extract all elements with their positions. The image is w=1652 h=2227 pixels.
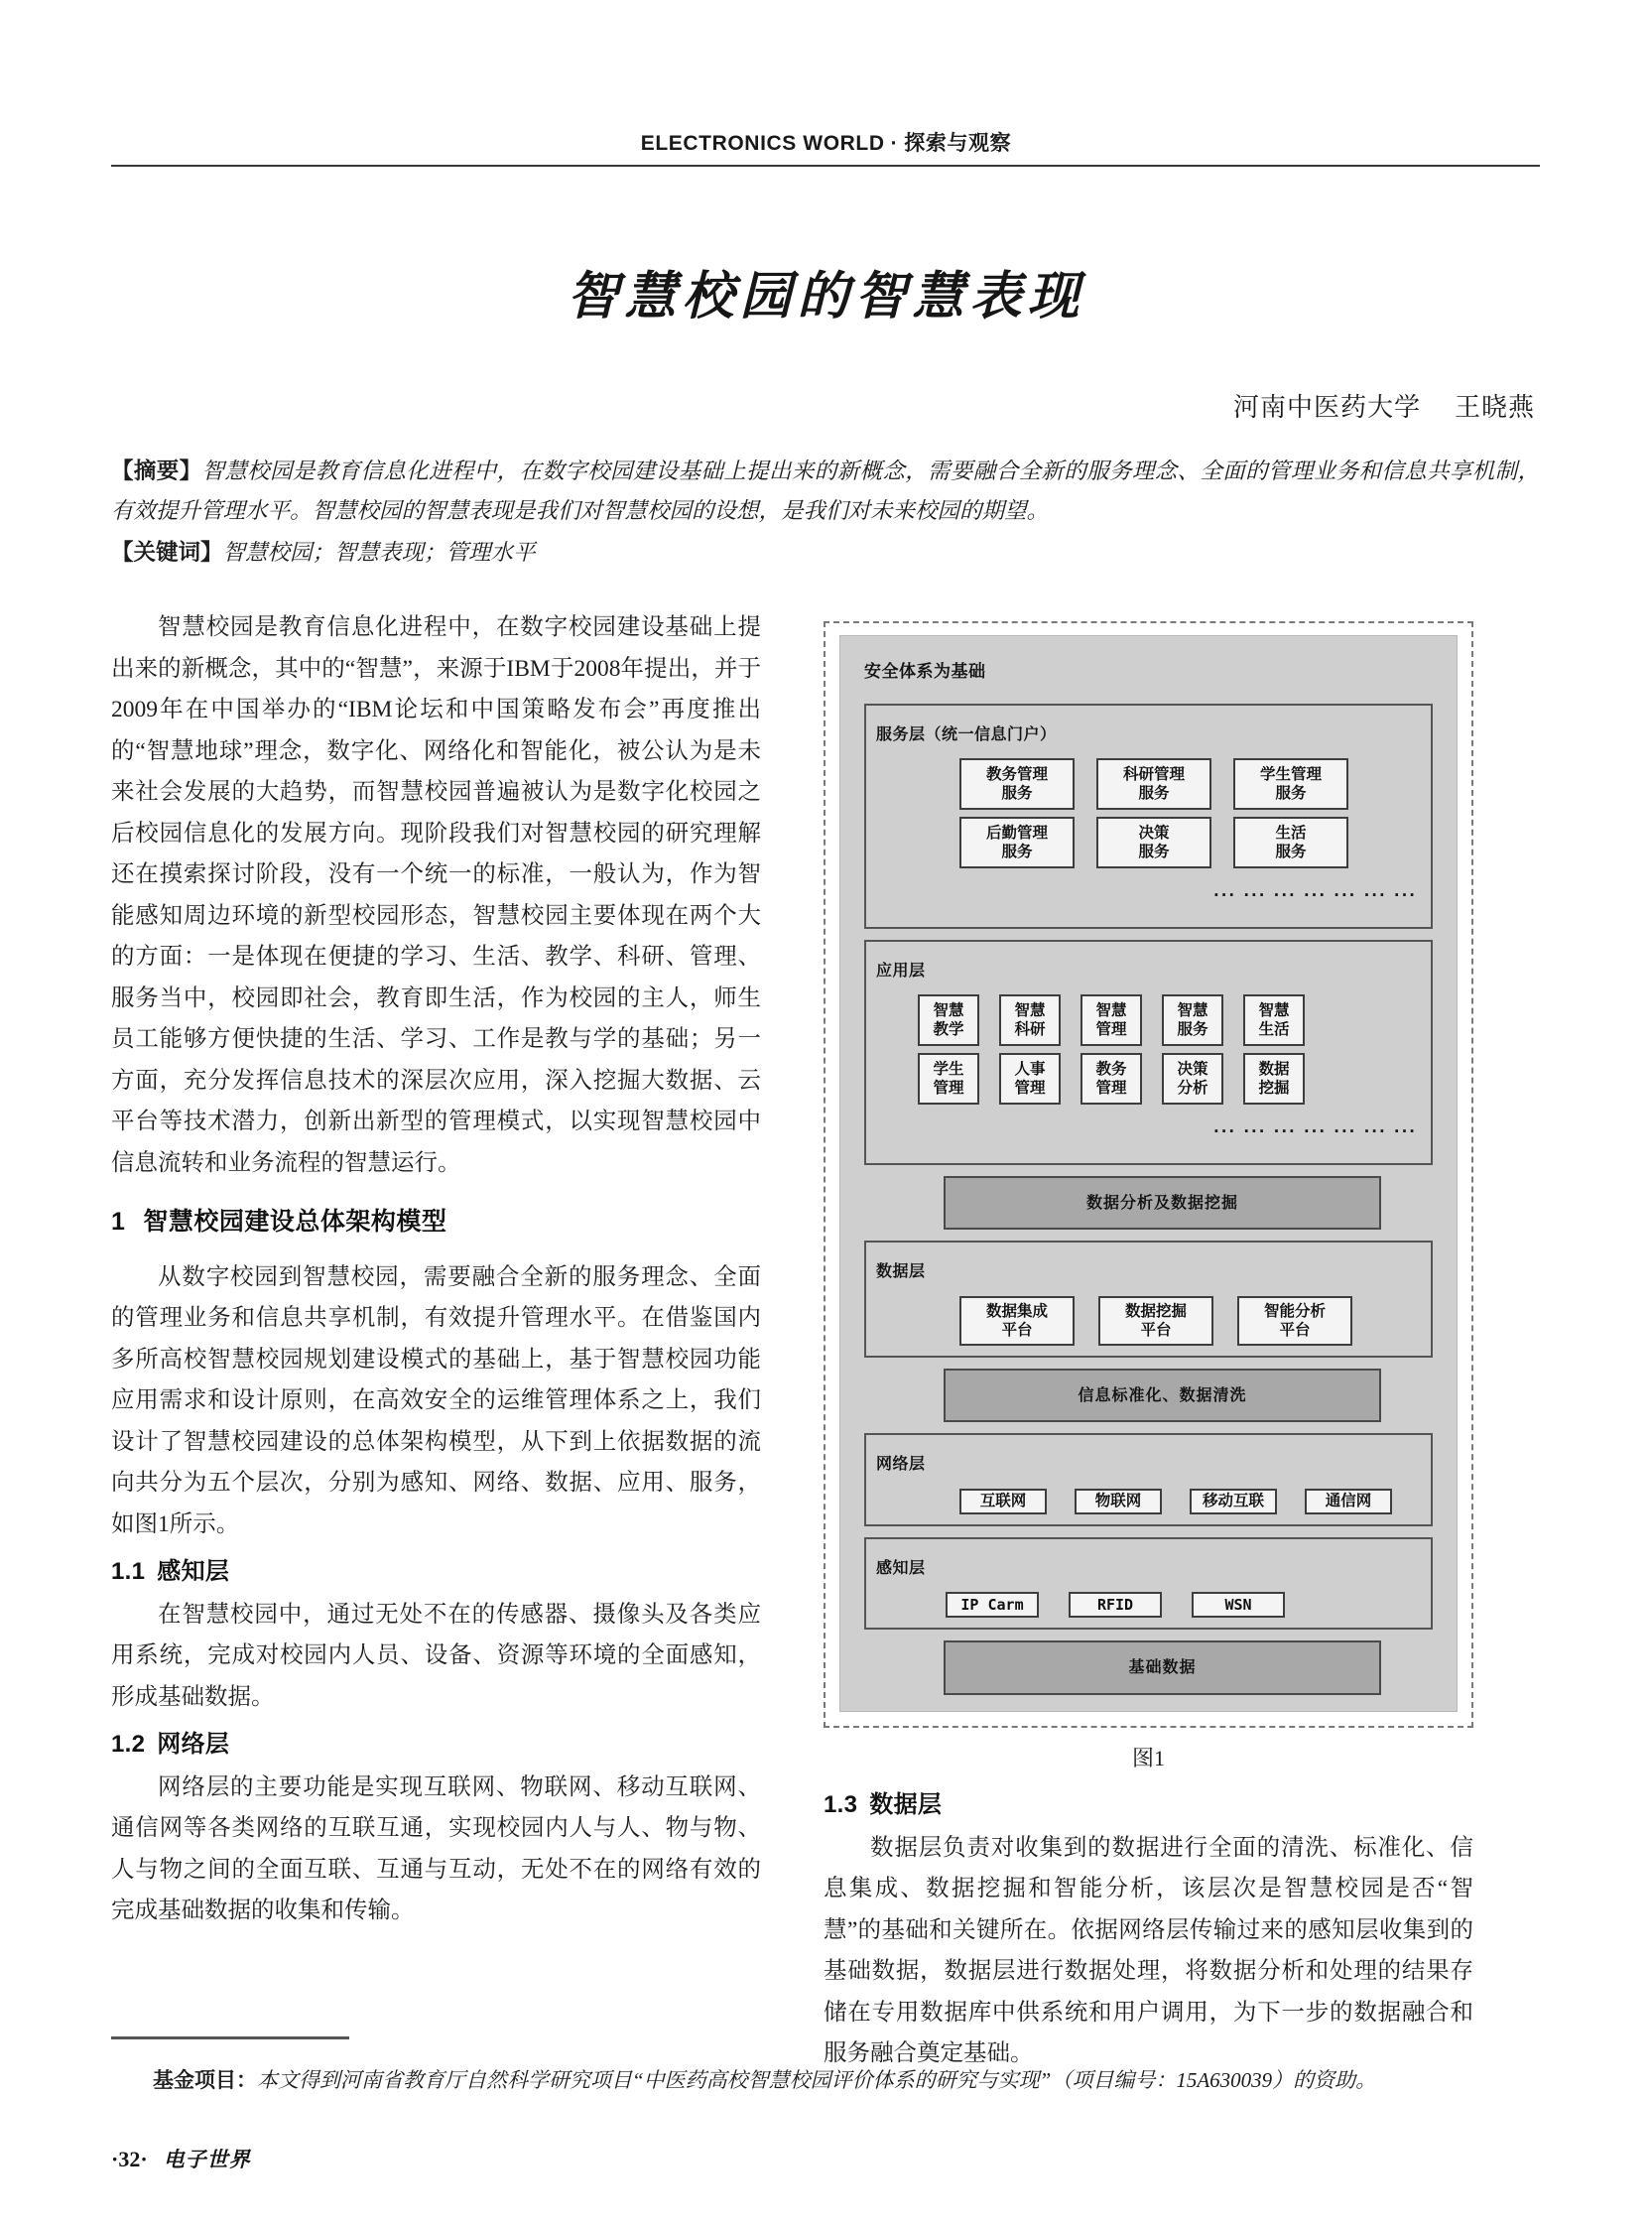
node-zhineng-fenxi-pingtai: [1237, 1296, 1352, 1346]
node-row: [959, 1489, 1421, 1514]
node-zhihui-guanli: [1080, 994, 1142, 1046]
intro-paragraph: 智慧校园是教育信息化进程中，在数字校园建设基础上提出来的新概念，其中的“智慧”，来源于IBM于2008年提出，并于2009年在中国举办的“IBM论坛和中国策略发布会”再度推出的“智慧地球”理念，数字化、网络化和智能化，被公认为是未来社会发展的大趋势，而智慧校园普遍被认为是数字化校园之后校园信息化的发展方向。现阶段我们对智慧校园的研究理解还在摸索探讨阶段，没有一个统一的标准，一般认为，作为智能感知周边环境的新型校园形态，智慧校园主要体现在两个大的方面：一是体现在便捷的学习、生活、教学、科研、管理、服务当中，校园即社会，教育即生活，作为校园的主人，师生员工能够方便快捷的生活、学习、工作是教与学的基础；另一方面，充分发挥信息技术的深层次应用，深入挖掘大数据、云平台等技术潜力，创新出新型的管理模式，以实现智慧校园中信息流转和业务流程的智慧运行。: [111, 614, 761, 1176]
node-line2: 分析: [1177, 1079, 1208, 1097]
node-line1: 互联网: [979, 1492, 1027, 1509]
node-shuju-wajue-pingtai: [1098, 1296, 1213, 1346]
node-line1: 智慧: [1177, 1001, 1208, 1019]
node-row: [959, 758, 1421, 810]
bar-standardization: 信息标准化、数据清洗: [944, 1369, 1381, 1423]
node-zhihui-jiaoxue: [918, 994, 979, 1046]
architecture-diagram: [839, 635, 1458, 1712]
layer-data: [864, 1241, 1433, 1358]
node-line1: 智慧: [1095, 1001, 1127, 1019]
abstract-label: 【摘要】: [111, 458, 202, 483]
running-head-journal: ELECTRONICS WORLD: [640, 132, 885, 155]
layer-service-label: 服务层（统一信息门户）: [876, 723, 1057, 743]
node-line1: 智慧: [1258, 1001, 1290, 1019]
subsection-title-1-1: 感知层: [157, 1558, 230, 1585]
node-zhihui-keyan: [999, 994, 1061, 1046]
running-head-rule: [111, 165, 1540, 167]
footnote: [111, 2062, 1543, 2099]
node-line2: 平台: [1279, 1320, 1311, 1339]
node-line1: 智能分析: [1263, 1301, 1326, 1320]
node-jiaowu-guanli-fuwu: [959, 758, 1075, 810]
subsection-number-1-1: 1.1: [111, 1558, 146, 1585]
footnote-label: 基金项目：: [153, 2068, 257, 2092]
node-yidong-hulian: [1190, 1489, 1277, 1514]
node-line1: 智慧: [933, 1001, 964, 1019]
node-line1: 后勤管理: [985, 824, 1048, 842]
node-line1: 生活: [1275, 824, 1307, 842]
node-line2: 挖掘: [1258, 1079, 1290, 1097]
layer-perception: [864, 1537, 1433, 1631]
architecture-title: 安全体系为基础: [864, 662, 986, 682]
node-renshi-guanli: [999, 1053, 1061, 1105]
figure-caption: 图1: [1131, 1745, 1165, 1770]
section1-paragraph: 从数字校园到智慧校园，需要融合全新的服务理念、全面的管理业务和信息共享机制，有效提升管理水平。在借鉴国内多所高校智慧校园规划建设模式的基础上，基于智慧校园功能应用需求和设计原则，在高效安全的运维管理体系之上，我们设计了智慧校园建设的总体架构模型，从下到上依据数据的流向共分为五个层次，分别为感知、网络、数据、应用、服务，如图1所示。: [111, 1263, 761, 1537]
keywords-label: 【关键词】: [111, 540, 223, 565]
node-ip-carm: [946, 1592, 1039, 1618]
node-line2: 服务: [1138, 843, 1170, 860]
node-line2: 生活: [1258, 1020, 1290, 1038]
node-line1: 学生: [933, 1060, 964, 1078]
author-name: 王晓燕: [1454, 393, 1535, 422]
node-line1: 数据: [1258, 1060, 1290, 1078]
footnote-text: 本文得到河南省教育厅自然科学研究项目“中医药高校智慧校园评价体系的研究与实现”（项目编号：15A630039）的资助。: [257, 2068, 1377, 2092]
node-line2: 服务: [1001, 784, 1033, 802]
subsection1-3-paragraph: 数据层负责对收集到的数据进行全面的清洗、标准化、信息集成、数据挖掘和智能分析，该层次是智慧校园是否“智慧”的基础和关键所在。依据网络层传输过来的感知层收集到的基础数据，数据层进行数据处理，将数据分析和处理的结果存储在专用数据库中供系统和用户调用，为下一步的数据融合和服务融合奠定基础。: [824, 1834, 1473, 2066]
node-wsn: [1192, 1592, 1285, 1618]
node-zhihui-fuwu: [1162, 994, 1223, 1046]
abstract-text: 智慧校园是教育信息化进程中，在数字校园建设基础上提出来的新概念，需要融合全新的服务理念、全面的管理业务和信息共享机制，有效提升管理水平。智慧校园的智慧表现是我们对智慧校园的设想，是我们对未来校园的期望。: [111, 458, 1540, 523]
node-row: [918, 994, 1421, 1046]
node-line1: 人事: [1014, 1060, 1046, 1078]
node-line1: 决策: [1177, 1060, 1208, 1078]
node-jiaowu-guanli: [1080, 1053, 1142, 1105]
node-xuesheng-guanli-fuwu: [1233, 758, 1348, 810]
subsection-title-1-3: 数据层: [869, 1791, 943, 1818]
abstract-block: [111, 452, 1540, 573]
node-tongxinwang: [1305, 1489, 1392, 1514]
node-line1: 学生管理: [1259, 765, 1322, 783]
node-row: [946, 1592, 1421, 1618]
ellipsis-dots: ··· ··· ··· ··· ··· ··· ···: [1213, 1122, 1417, 1140]
subsection1-2-paragraph: 网络层的主要功能是实现互联网、物联网、移动互联网、通信网等各类网络的互联互通，实现校园内人与人、物与物、人与物之间的全面互联、互通与互动，无处不在的网络有效的完成基础数据的收集和传输。: [111, 1773, 761, 1923]
node-line1: 数据集成: [985, 1301, 1048, 1320]
layer-network: [864, 1433, 1433, 1526]
author-line: [1233, 387, 1535, 424]
node-line2: 管理: [933, 1079, 964, 1097]
node-juece-fuwu: [1096, 817, 1211, 868]
node-line1: 科研管理: [1122, 765, 1185, 783]
page-footer: [111, 2144, 251, 2173]
body-column-right: [824, 607, 1473, 2075]
layer-application: [864, 940, 1433, 1165]
node-xuesheng-guanli: [918, 1053, 979, 1105]
figure-frame: [824, 621, 1473, 1728]
bar-data-analysis: 数据分析及数据挖掘: [944, 1176, 1381, 1231]
subsection-heading-1-2: [111, 1724, 761, 1766]
node-zhihui-shenghuo: [1243, 994, 1305, 1046]
node-line1: 数据挖掘: [1124, 1301, 1187, 1320]
node-shenghuo-fuwu: [1233, 817, 1348, 868]
node-row: [918, 1053, 1421, 1105]
node-shuju-wajue: [1243, 1053, 1305, 1105]
node-line1: 教务: [1095, 1060, 1127, 1078]
keywords-text: 智慧校园；智慧表现；管理水平: [222, 540, 536, 565]
node-line2: 服务: [1275, 843, 1307, 860]
node-hulianwang: [959, 1489, 1047, 1514]
keywords-paragraph: [111, 533, 1540, 573]
node-line2: 科研: [1014, 1020, 1046, 1038]
node-juece-fenxi: [1162, 1053, 1223, 1105]
node-row: [959, 1296, 1421, 1346]
node-line2: 管理: [1014, 1079, 1046, 1097]
node-line2: 服务: [1138, 784, 1170, 802]
node-line1: RFID: [1096, 1595, 1134, 1614]
page-title: 智慧校园的智慧表现: [567, 267, 1085, 327]
node-wulianwang: [1075, 1489, 1162, 1514]
subsection-heading-1-3: [824, 1784, 1473, 1826]
node-rfid: [1069, 1592, 1162, 1618]
running-head-section: 探索与观察: [904, 132, 1012, 155]
running-head: [109, 127, 1543, 157]
node-row: [959, 817, 1421, 868]
node-shuju-jicheng-pingtai: [959, 1296, 1075, 1346]
author-affiliation: 河南中医药大学: [1232, 393, 1421, 422]
node-line1: 移动互联: [1202, 1492, 1264, 1509]
node-line1: 决策: [1138, 824, 1170, 842]
layer-service: [864, 704, 1433, 929]
section-number-1: 1: [111, 1208, 126, 1236]
subsection-number-1-2: 1.2: [111, 1731, 146, 1758]
section-title-1: 智慧校园建设总体架构模型: [143, 1208, 447, 1236]
subsection-title-1-2: 网络层: [157, 1731, 230, 1758]
running-head-separator: ·: [890, 132, 899, 155]
node-line1: 教务管理: [985, 765, 1048, 783]
layer-application-label: 应用层: [876, 960, 926, 980]
node-houqin-guanli-fuwu: [959, 817, 1075, 868]
layer-data-label: 数据层: [876, 1261, 926, 1280]
layer-perception-label: 感知层: [876, 1557, 926, 1577]
node-line2: 平台: [1001, 1320, 1033, 1339]
node-line1: 物联网: [1094, 1492, 1142, 1509]
node-line2: 服务: [1177, 1020, 1208, 1038]
node-line2: 管理: [1095, 1079, 1127, 1097]
subsection-number-1-3: 1.3: [824, 1791, 858, 1818]
body-column-left: [111, 607, 761, 1932]
node-line1: WSN: [1224, 1595, 1252, 1614]
layer-network-label: 网络层: [876, 1454, 926, 1473]
subsection1-1-paragraph: 在智慧校园中，通过无处不在的传感器、摄像头及各类应用系统，完成对校园内人员、设备、资源等环境的全面感知，形成基础数据。: [111, 1601, 761, 1710]
node-line1: 智慧: [1014, 1001, 1046, 1019]
subsection-heading-1-1: [111, 1551, 761, 1593]
node-line2: 管理: [1095, 1020, 1127, 1038]
node-line1: 通信网: [1325, 1492, 1372, 1509]
footnote-rule: [111, 2036, 349, 2039]
ellipsis-dots: ··· ··· ··· ··· ··· ··· ···: [1213, 886, 1417, 904]
node-keyan-guanli-fuwu: [1096, 758, 1211, 810]
magazine-name: 电子世界: [163, 2148, 251, 2171]
abstract-paragraph: [111, 452, 1540, 531]
node-line1: IP Carm: [960, 1595, 1024, 1614]
node-line2: 服务: [1275, 784, 1307, 802]
figure-1: [824, 621, 1473, 1778]
section-heading-1: [111, 1202, 761, 1244]
node-line2: 教学: [933, 1020, 964, 1038]
node-line2: 平台: [1140, 1320, 1172, 1339]
bar-basic-data: 基础数据: [944, 1640, 1381, 1695]
page-number: ·32·: [111, 2147, 148, 2171]
node-line2: 服务: [1001, 843, 1033, 860]
